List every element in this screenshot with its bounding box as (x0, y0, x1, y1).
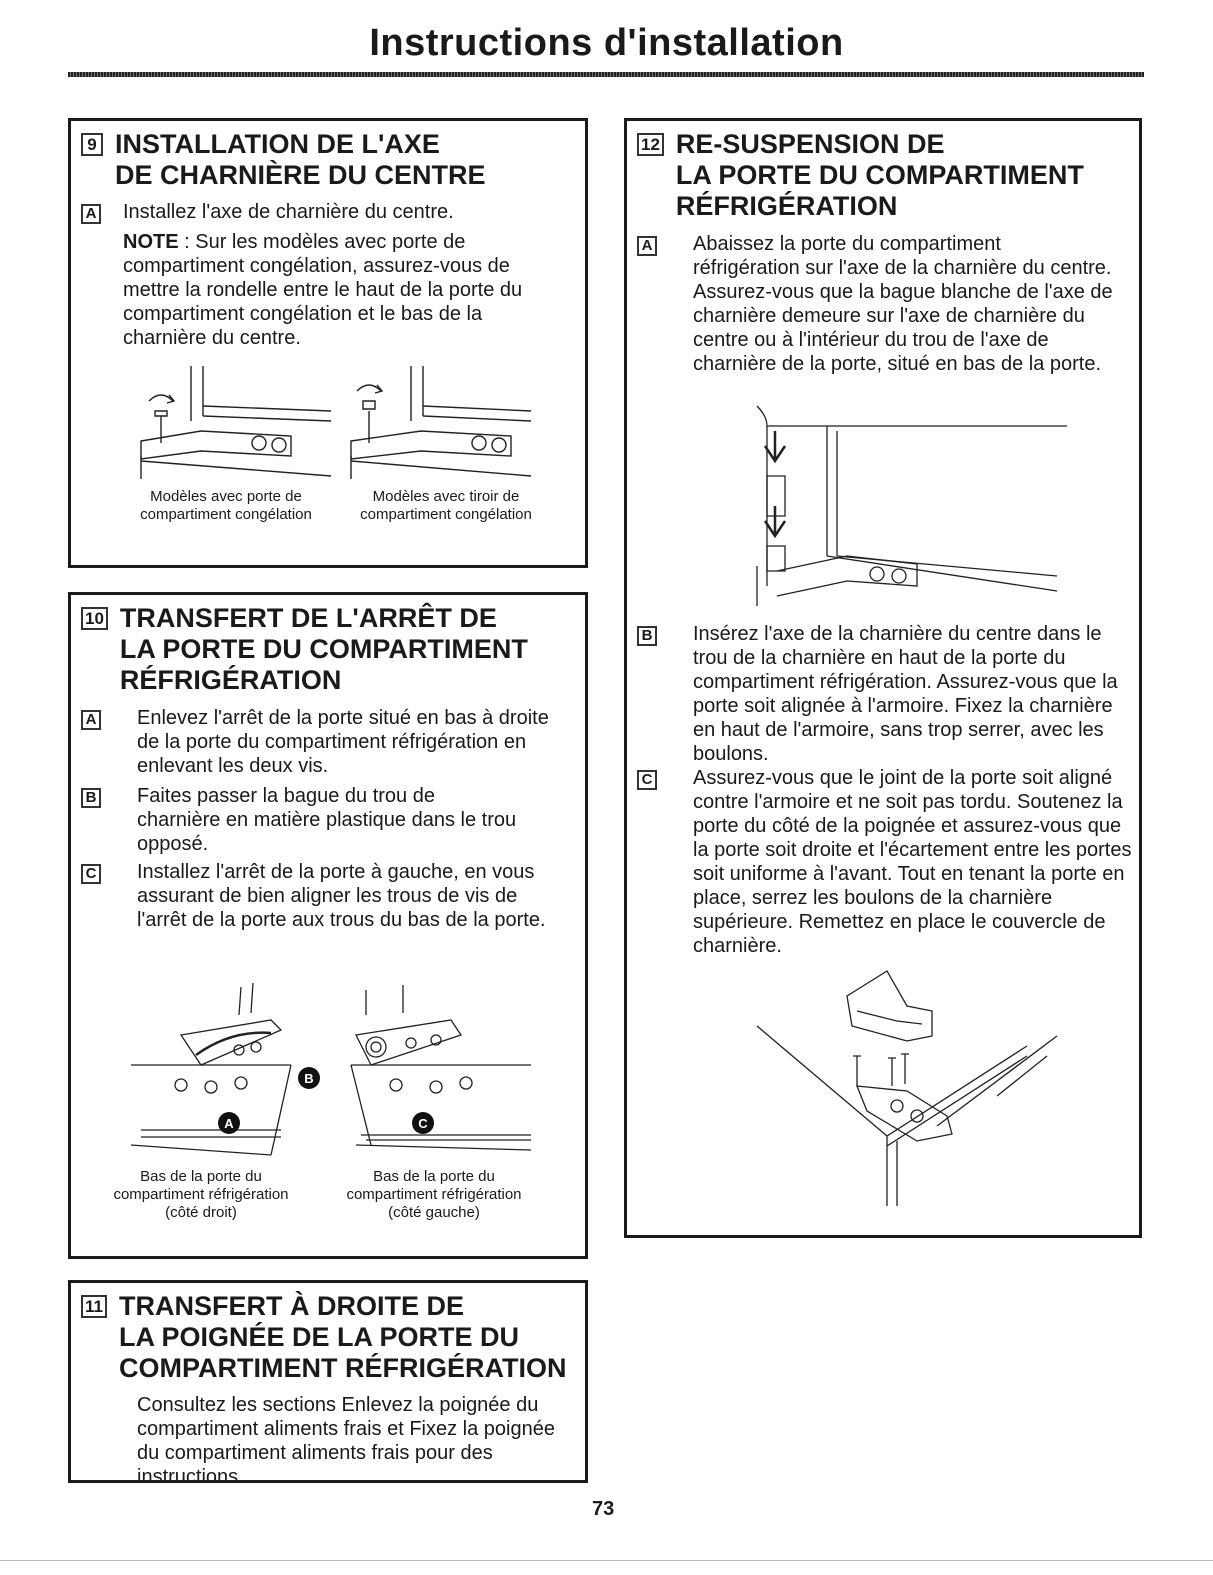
figure-caption-right: Modèles avec tiroir de compartiment congélation (360, 488, 532, 523)
section-number-badge: 12 (637, 133, 664, 156)
section-number-badge: 9 (81, 133, 103, 156)
step-a-text: Installez l'axe de charnière du centre. (123, 201, 454, 223)
section-title-line: LA PORTE DU COMPARTIMENT (675, 160, 1084, 190)
section-title (119, 1291, 566, 1384)
section-title-line: COMPARTIMENT RÉFRIGÉRATION (118, 1353, 567, 1383)
step-letter-c: C (637, 770, 657, 790)
section-9-box (68, 118, 588, 568)
page-title: Instructions d'installation (369, 22, 844, 64)
section-11-heading (81, 1291, 566, 1384)
step-letter-a: A (637, 236, 657, 256)
step-a-text: Enlevez l'arrêt de la porte situé en bas à droite de la porte du compartiment réfrigération en enlevant les deux vis. (137, 707, 549, 777)
callout-c: C (418, 1116, 428, 1131)
section-title-line: TRANSFERT DE L'ARRÊT DE (119, 603, 497, 633)
title-rule (68, 72, 1144, 77)
step-c-text: Installez l'arrêt de la porte à gauche, en vous assurant de bien aligner les trous de vis de l'arrêt de la porte aux trous du bas de la porte. (137, 861, 546, 931)
note-label: NOTE (123, 231, 179, 253)
section-12-box (624, 118, 1142, 1238)
section-title-line: LA PORTE DU COMPARTIMENT (119, 634, 528, 664)
section-10-box (68, 592, 588, 1259)
step-letter-c: C (81, 864, 101, 884)
step-b-text: Insérez l'axe de la charnière du centre dans le trou de la charnière en haut de la porte du compartiment réfrigération. Assurez-vous que la porte soit alignée à l'armoire. Fixez la charnière en haut de l'armoire, sans trop serrer, avec les boulons. (693, 623, 1118, 765)
figure-caption-left: Modèles avec porte de compartiment congélation (140, 488, 312, 523)
door-stop-illustration (121, 975, 551, 1175)
step-b-text: Faites passer la bague du trou de charnière en matière plastique dans le trou opposé. (137, 785, 517, 855)
callout-a: A (224, 1116, 234, 1131)
section-title-line: RÉFRIGÉRATION (119, 665, 342, 695)
section-title-line: LA POIGNÉE DE LA PORTE DU (118, 1322, 520, 1352)
section-number-badge: 10 (81, 607, 108, 630)
section-11-box (68, 1280, 588, 1488)
bottom-rule (0, 1560, 1213, 1561)
hinge-pin-illustration (141, 361, 521, 481)
section-title (115, 129, 486, 191)
note-text: : Sur les modèles avec porte de compartiment congélation, assurez-vous de mettre la rondelle entre le haut de la porte du compartiment congélation et le bas de la charnière du centre. (123, 231, 523, 349)
section-9-heading (81, 129, 486, 191)
hinge-cover-illustration (757, 966, 1077, 1206)
section-title-line: DE CHARNIÈRE DU CENTRE (115, 160, 486, 190)
section-title (120, 603, 528, 696)
section-title-line: RÉFRIGÉRATION (675, 191, 898, 221)
section-title-line: RE-SUSPENSION DE (675, 129, 945, 159)
step-c-text: Assurez-vous que le joint de la porte soit aligné contre l'armoire et ne soit pas tordu. Soutenez la porte du côté de la poignée et assurez-vous que la porte soit droite et l'écartement entre les portes soit uniforme à l'avant. Tout en tenant la porte en place, serrez les boulons de la charnière supérieure. Remettez en place le couvercle de charnière. (693, 767, 1132, 957)
step-letter-a: A (81, 710, 101, 730)
figure-caption-left: Bas de la porte du compartiment réfrigération (côté droit) (113, 1168, 289, 1221)
section-11-text: Consultez les sections Enlevez la poignée du compartiment aliments frais et Fixez la poignée du compartiment aliments frais pour des instructions. (137, 1394, 555, 1488)
callout-b: B (304, 1071, 314, 1086)
section-10-heading (81, 603, 528, 696)
step-a-text: Abaissez la porte du compartiment réfrigération sur l'axe de la charnière du centre. Assurez-vous que la bague blanche de l'axe de charnière demeure sur l'axe de charnière du centre ou à l'intérieur du trou de l'axe de charnière de la porte, situé en bas de la porte. (693, 233, 1113, 375)
step-letter-b: B (637, 626, 657, 646)
figure-caption-right: Bas de la porte du compartiment réfrigération (côté gauche) (346, 1168, 522, 1221)
section-12-heading (637, 129, 1084, 222)
section-title-line: TRANSFERT À DROITE DE (118, 1291, 464, 1321)
step-letter-a: A (81, 204, 101, 224)
page-number: 73 (592, 1498, 615, 1520)
note-paragraph (123, 230, 563, 350)
door-rehang-illustration (737, 406, 1077, 606)
section-number-badge: 11 (81, 1295, 107, 1318)
section-title-line: INSTALLATION DE L'AXE (115, 129, 440, 159)
section-title (676, 129, 1084, 222)
step-letter-b: B (81, 788, 101, 808)
